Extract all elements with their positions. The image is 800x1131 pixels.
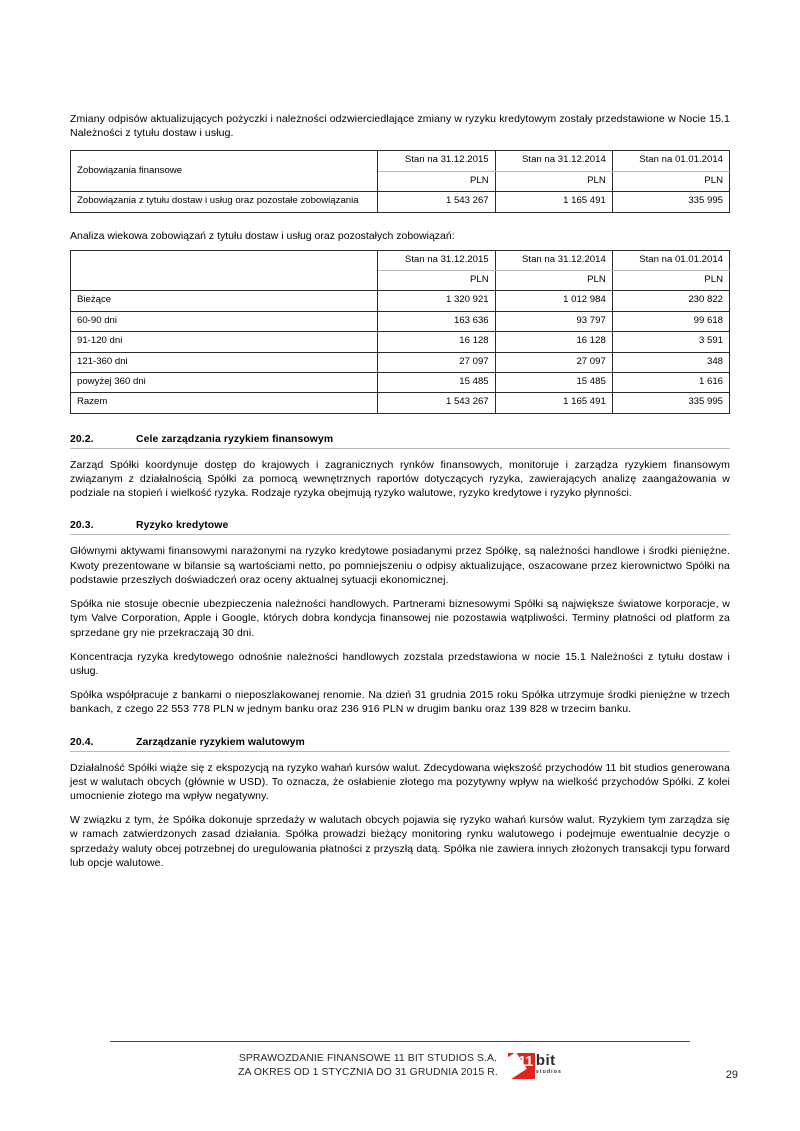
section-20-3-paragraph-2: Spółka nie stosuje obecnie ubezpieczenia należności handlowych. Partnerami biznesowymi Spółki są największe światowe korporacje, w tym Valve Corporation, Apple i Google, których dobra kondycja finansowej nie pozostawia wątpliwości. Terminy płatności od platform za sprzedane gry nie przekraczają 30 dni.	[70, 598, 730, 639]
footer-line-1: SPRAWOZDANIE FINANSOWE 11 BIT STUDIOS S.A.	[238, 1053, 498, 1064]
row-label: Zobowiązania z tytułu dostaw i usług oraz pozostałe zobowiązania	[71, 192, 378, 212]
footer	[0, 1052, 800, 1079]
section-title: Cele zarządzania ryzykiem finansowym	[136, 433, 334, 445]
total-value-0101: 335 995	[612, 393, 729, 413]
section-title: Zarządzanie ryzykiem walutowym	[136, 736, 305, 748]
table-liabilities-row-header: Zobowiązania finansowe	[71, 151, 378, 192]
column-header-0101: Stan na 01.01.2014	[612, 250, 729, 270]
row-value-2015: 1 543 267	[378, 192, 495, 212]
row-value-2014: 1 165 491	[495, 192, 612, 212]
row-value-2015: 1 320 921	[378, 291, 495, 311]
row-label: 121-360 dni	[71, 352, 378, 372]
section-20-4-paragraph-2: W związku z tym, że Spółka dokonuje sprzedaży w walutach obcych pojawia się ryzyko wahań kursów walut. Ryzykiem tym zarządza się w ramach zatwierdzonych zasad działania. Spółka prowadzi bieżący monitoring rynku walutowego i podejmuje ewentualnie decyzje o sprzedaży waluty obcej potrzebnej do uregulowania płatności z przyszłą datą. Spółka nie zawiera innych złożonych transakcji typu forward lub opcje walutowe.	[70, 814, 730, 869]
row-value-2015: 27 097	[378, 352, 495, 372]
table-aging	[70, 250, 730, 414]
logo-mark-icon	[508, 1053, 535, 1079]
currency-header-0101: PLN	[612, 271, 729, 291]
section-20-4-paragraph-1: Działalność Spółki wiąże się z ekspozycją na ryzyko wahań kursów walut. Zdecydowana większość przychodów 11 bit studios generowana jest w walutach obcych (głównie w USD). To oznacza, że osłabienie złotego ma pozytywny wpływ na wielkość przychodów Spółki. Z kolei umocnienie złotego ma wpływ negatywny.	[70, 761, 730, 802]
row-value-2014: 16 128	[495, 332, 612, 352]
page-content	[70, 112, 730, 880]
row-value-0101: 348	[612, 352, 729, 372]
column-header-2015: Stan na 31.12.2015	[378, 250, 495, 270]
column-header-2015: Stan na 31.12.2015	[378, 151, 495, 171]
footer-line-2: ZA OKRES OD 1 STYCZNIA DO 31 GRUDNIA 2015 R.	[238, 1066, 498, 1078]
intro-paragraph: Zmiany odpisów aktualizujących pożyczki i należności odzwierciedlające zmiany w ryzyku kredytowym zostały przedstawione w Nocie 15.1 Należności z tytułu dostaw i usług.	[70, 113, 730, 140]
column-header-2014: Stan na 31.12.2014	[495, 250, 612, 270]
section-number: 20.3.	[70, 520, 94, 532]
currency-header-2015: PLN	[378, 271, 495, 291]
logo-bit-text: bit	[535, 1052, 556, 1069]
section-20-3-paragraph-4: Spółka współpracuje z bankami o nieposzlakowanej renomie. Na dzień 31 grudnia 2015 roku Spółka utrzymuje środki pieniężne w trzech bankach, z czego 22 553 778 PLN w jednym banku oraz 236 916 PLN w drugim banku oraz 139 828 w trzecim banku.	[70, 689, 730, 716]
page-number: 29	[725, 1069, 738, 1081]
table-row	[71, 332, 730, 352]
footer-divider	[110, 1041, 690, 1042]
row-label: 60-90 dni	[71, 311, 378, 331]
row-value-0101: 1 616	[612, 373, 729, 393]
row-value-0101: 230 822	[612, 291, 729, 311]
row-value-2015: 15 485	[378, 373, 495, 393]
section-heading-20-4	[70, 737, 730, 752]
row-value-2014: 27 097	[495, 352, 612, 372]
row-value-2014: 15 485	[495, 373, 612, 393]
table-row	[71, 352, 730, 372]
footer-text	[238, 1052, 498, 1079]
table-row-header-dates	[71, 250, 730, 270]
section-heading-20-2	[70, 434, 730, 449]
row-value-2014: 93 797	[495, 311, 612, 331]
section-20-3-paragraph-3: Koncentracja ryzyka kredytowego odnośnie należności handlowych zozstala przedstawiona w nocie 15.1 Należności z tytułu dostaw i usług.	[70, 650, 730, 677]
row-value-0101: 99 618	[612, 311, 729, 331]
table-aging-row-header	[71, 250, 378, 291]
table-row	[71, 311, 730, 331]
column-header-0101: Stan na 01.01.2014	[612, 151, 729, 171]
table-row	[71, 373, 730, 393]
row-value-0101: 3 591	[612, 332, 729, 352]
row-label: powyżej 360 dni	[71, 373, 378, 393]
logo-studios-text: studios	[535, 1069, 562, 1075]
total-value-2014: 1 165 491	[495, 393, 612, 413]
table-row	[71, 291, 730, 311]
currency-header-2014: PLN	[495, 271, 612, 291]
row-value-2014: 1 012 984	[495, 291, 612, 311]
11-bit-studios-logo	[508, 1053, 562, 1079]
row-value-0101: 335 995	[612, 192, 729, 212]
total-label: Razem	[71, 393, 378, 413]
row-value-2015: 16 128	[378, 332, 495, 352]
section-20-2-paragraph-1: Zarząd Spółki koordynuje dostęp do krajowych i zagranicznych rynków finansowych, monitoruje i zarządza ryzykiem finansowym związanym z działalnością Spółki za pomocą wewnętrznych raportów dotyczących ryzyka, zawierających analizę zaangażowania w podziale na stopień i wielkość ryzyka. Rodzaje ryzyka obejmują ryzyko walutowe, ryzyko kredytowe i ryzyko płynności.	[70, 458, 730, 500]
row-label: Bieżące	[71, 291, 378, 311]
logo-number: 11	[517, 1053, 533, 1070]
section-heading-20-3	[70, 520, 730, 535]
logo-wordmark	[536, 1053, 562, 1076]
section-20-3-paragraph-1: Głównymi aktywami finansowymi narażonymi na ryzyko kredytowe posiadanymi przez Spółkę, są należności handlowe i środki pieniężne. Kwoty prezentowane w bilansie są wartościami netto, po pomniejszeniu o odpisy aktualizujące, oszacowane przez kierownictwo Spółki na podstawie przeszłych doświadczeń oraz oceny aktualnej sytuacji ekonomicznej.	[70, 545, 730, 586]
table-liabilities	[70, 150, 730, 212]
row-value-2015: 163 636	[378, 311, 495, 331]
table-row-total	[71, 393, 730, 413]
row-label: 91-120 dni	[71, 332, 378, 352]
total-value-2015: 1 543 267	[378, 393, 495, 413]
currency-header-2015: PLN	[378, 171, 495, 191]
section-number: 20.4.	[70, 736, 94, 748]
section-title: Ryzyko kredytowe	[136, 520, 229, 532]
table-row	[71, 192, 730, 212]
column-header-2014: Stan na 31.12.2014	[495, 151, 612, 171]
section-number: 20.2.	[70, 433, 94, 445]
currency-header-0101: PLN	[612, 171, 729, 191]
table-row-header-dates	[71, 151, 730, 171]
aging-caption: Analiza wiekowa zobowiązań z tytułu dostaw i usług oraz pozostałych zobowiązań:	[70, 229, 455, 242]
currency-header-2014: PLN	[495, 171, 612, 191]
